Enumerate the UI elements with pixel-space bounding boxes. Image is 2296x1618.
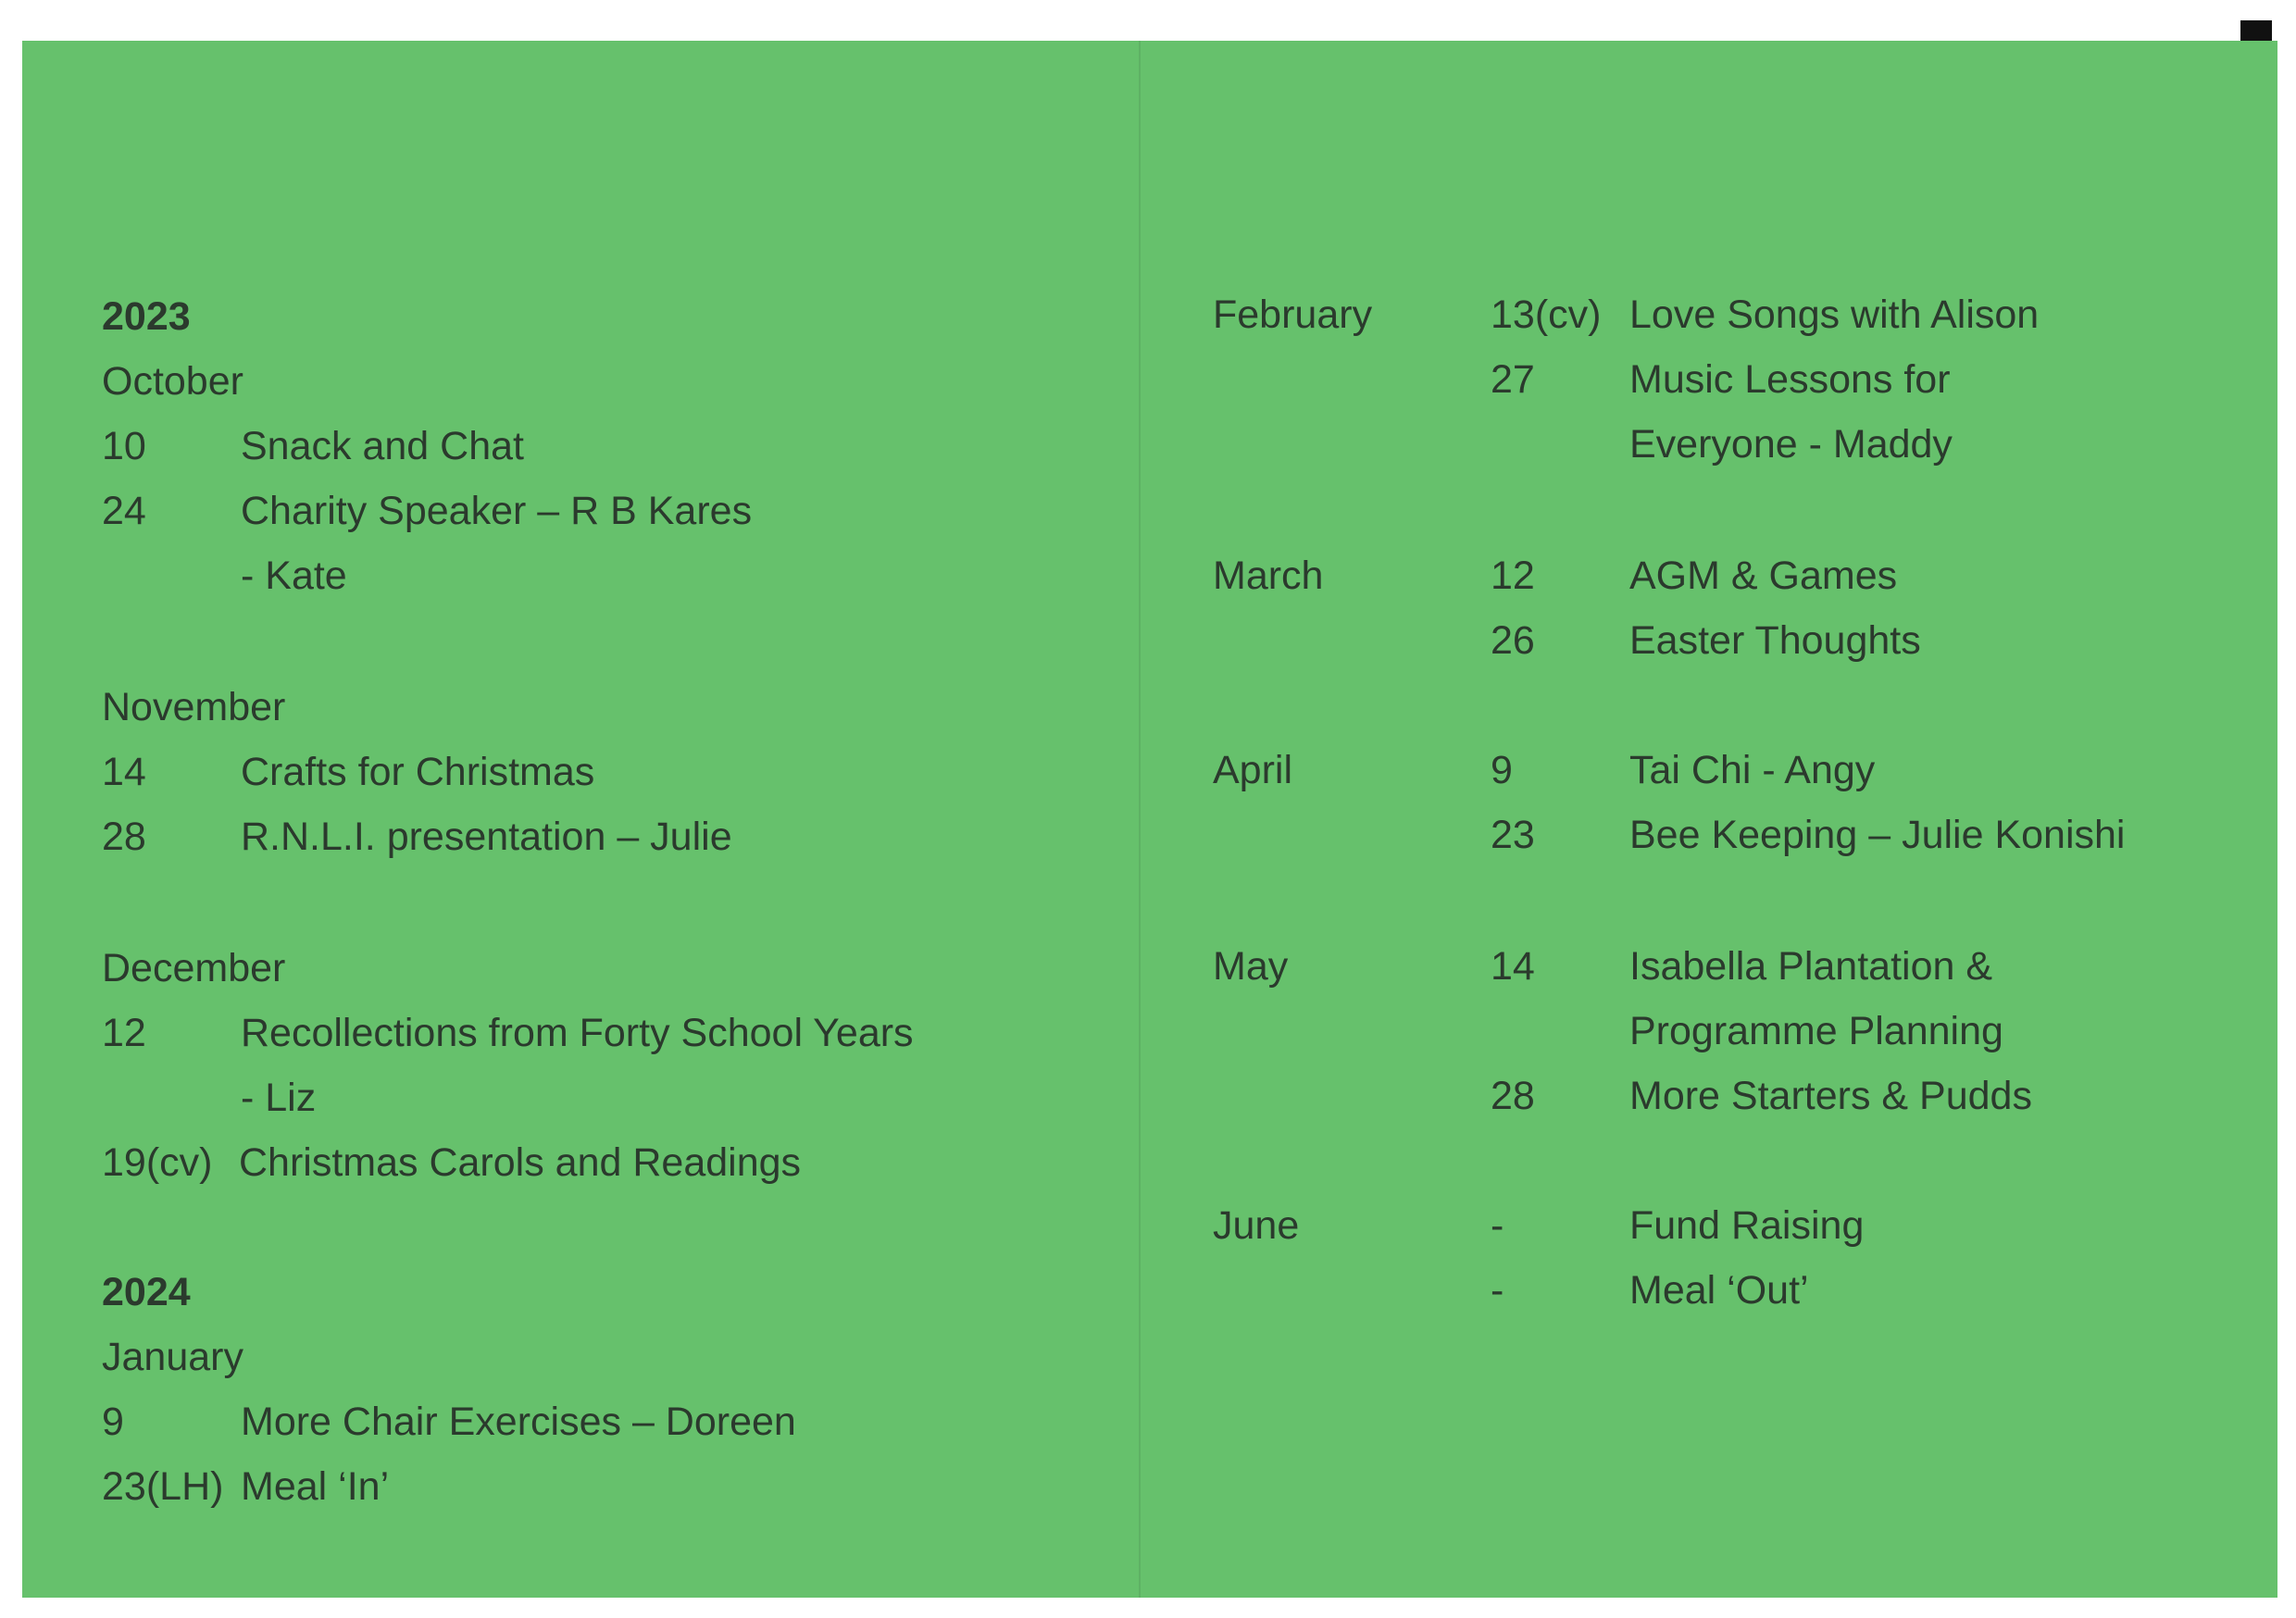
event-date: 23 — [1491, 813, 1535, 857]
event-date: 10 — [102, 424, 146, 468]
event-date: 9 — [102, 1400, 124, 1444]
event-date: 12 — [1491, 554, 1535, 598]
month-november: November — [102, 685, 286, 729]
scan-corner-mark — [2240, 20, 2272, 41]
event-title: More Starters & Pudds — [1629, 1074, 2032, 1118]
event-date: 28 — [102, 815, 146, 859]
year-heading-2023: 2023 — [102, 294, 191, 339]
event-title: Tai Chi - Angy — [1629, 748, 1876, 792]
event-title-continued: Programme Planning — [1629, 1009, 2003, 1053]
event-date: - — [1491, 1268, 1504, 1313]
event-date: 26 — [1491, 618, 1535, 663]
event-title-continued: - Kate — [241, 554, 347, 598]
event-title: More Chair Exercises – Doreen — [241, 1400, 796, 1444]
event-title: Love Songs with Alison — [1629, 292, 2040, 337]
fold-line — [1139, 41, 1141, 1598]
event-date: 19(cv) — [102, 1140, 213, 1185]
event-date: 23(LH) — [102, 1464, 224, 1509]
event-date: 28 — [1491, 1074, 1535, 1118]
event-title: Charity Speaker – R B Kares — [241, 489, 753, 533]
event-title: Meal ‘Out’ — [1629, 1268, 1809, 1313]
event-date: 12 — [102, 1011, 146, 1055]
event-title: Fund Raising — [1629, 1203, 1865, 1248]
event-date: 13(cv) — [1491, 292, 1602, 337]
event-title: R.N.L.I. presentation – Julie — [241, 815, 732, 859]
month-march: March — [1213, 554, 1324, 598]
event-title-continued: Everyone - Maddy — [1629, 422, 1953, 467]
month-april: April — [1213, 748, 1293, 792]
event-title: AGM & Games — [1629, 554, 1898, 598]
event-title: Snack and Chat — [241, 424, 524, 468]
event-title: Easter Thoughts — [1629, 618, 1921, 663]
event-title: Christmas Carols and Readings — [239, 1140, 802, 1185]
month-june: June — [1213, 1203, 1300, 1248]
event-title: Meal ‘In’ — [241, 1464, 390, 1509]
event-title: Bee Keeping – Julie Konishi — [1629, 813, 2126, 857]
month-january: January — [102, 1335, 243, 1379]
month-december: December — [102, 946, 286, 990]
event-date: 14 — [1491, 944, 1535, 989]
month-may: May — [1213, 944, 1289, 989]
event-date: 24 — [102, 489, 146, 533]
month-february: February — [1213, 292, 1373, 337]
year-heading-2024: 2024 — [102, 1270, 191, 1314]
event-date: - — [1491, 1203, 1504, 1248]
event-date: 14 — [102, 750, 146, 794]
event-title: Isabella Plantation & — [1629, 944, 1993, 989]
event-title-continued: - Liz — [241, 1076, 317, 1120]
month-october: October — [102, 359, 243, 404]
event-title: Crafts for Christmas — [241, 750, 595, 794]
event-date: 9 — [1491, 748, 1513, 792]
event-title: Recollections from Forty School Years — [241, 1011, 914, 1055]
event-date: 27 — [1491, 357, 1535, 402]
event-title: Music Lessons for — [1629, 357, 1951, 402]
